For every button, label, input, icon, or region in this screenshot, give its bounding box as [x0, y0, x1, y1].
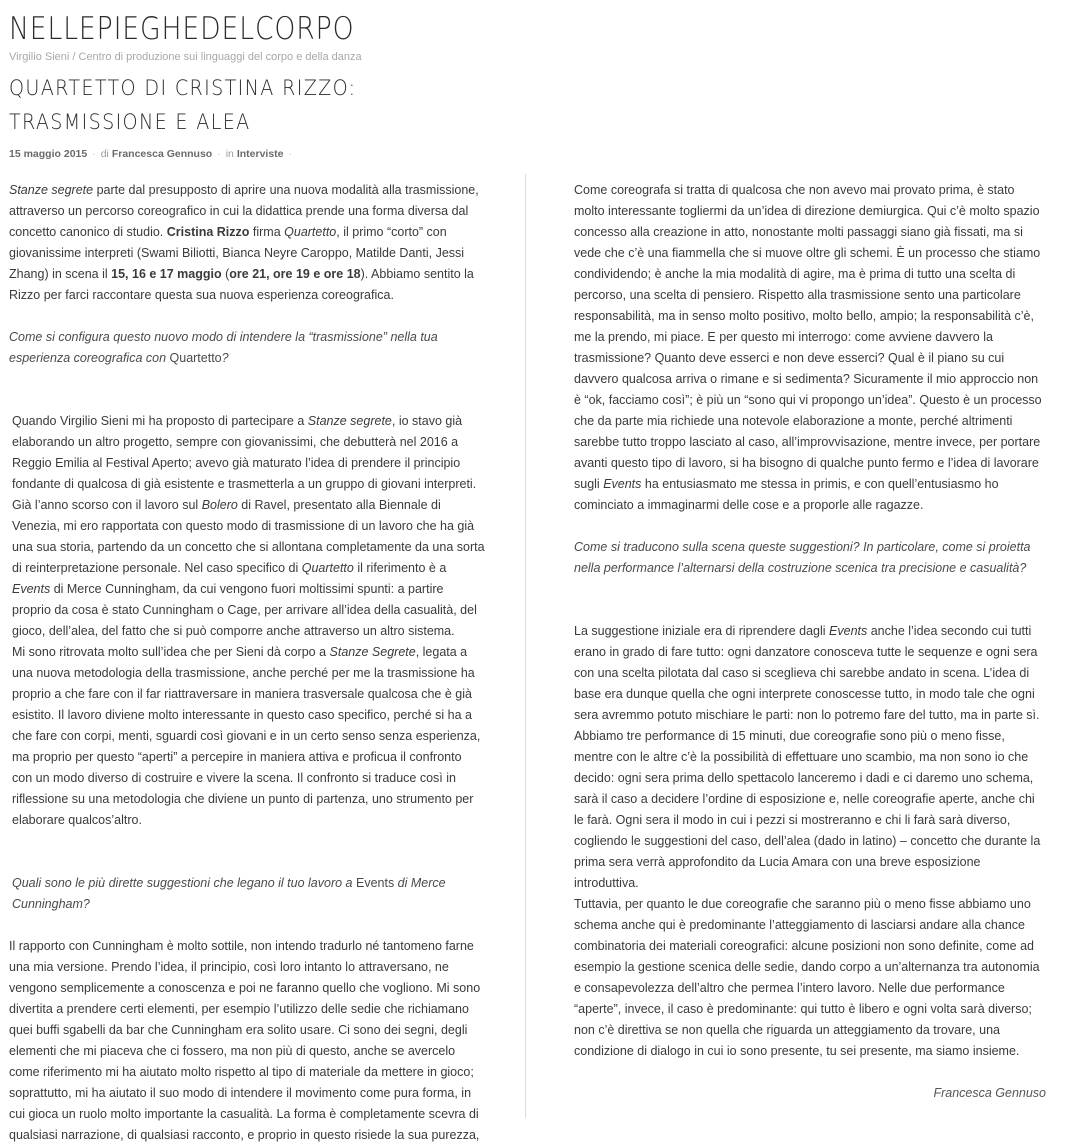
meta-in: in — [225, 148, 234, 160]
article-column-right — [574, 180, 1046, 1104]
post-title: QUARTETTO DI CRISTINA RIZZO: TRASMISSIONE E ALEA — [9, 76, 357, 135]
question-1: Come si configura questo nuovo modo di intendere la “trasmissione” nella tua esperienza coreografica con Quartetto? — [9, 330, 438, 365]
post-author[interactable]: Francesca Gennuso — [111, 148, 213, 160]
post-date[interactable]: 15 maggio 2015 — [9, 148, 88, 160]
post-category[interactable]: Interviste — [236, 148, 284, 160]
answer-3: La suggestione iniziale era di riprendere dagli Events anche l’idea secondo cui tutti erano in grado di fare tutto: ogni danzatore conosceva tutte le sequenze e ogni sera con una scelta pilotata dal caso si sceglieva chi sarebbe andato in scena. L’idea di base era dunque quella che ogni interprete conoscesse tutto, in modo tale che ogni sera avremmo potuto mischiare le parti: non lo potremo fare del tutto, ma in parte sì. Abbiamo tre performance di 15 minuti, due coreografie sono più o meno fisse, mentre con le altre c’è la possibilità di effettuare uno scambio, ma non sono io che decido: ogni sera prima dello spettacolo lanceremo i dadi e ci daremo uno schema, sarà il caso a decidere l’ordine di esposizione e, nelle coreografie aperte, anche chi le farà. Ogni sera il modo in cui i pezzi si mostreranno e chi li farà sarà diverso, cogliendo le suggestioni del caso, dell’alea (dado in latino) – concetto che durante la prima sera verrà approfondito da Lucia Amara con una breve esposizione introduttiva. — [574, 624, 1041, 890]
answer-2-continued: Come coreografa si tratta di qualcosa che non avevo mai provato prima, è stato molto interessante togliermi da un’idea di direzione demiurgica. Qui c’è molto spazio concesso alla creazione in atto, nonostante molti passaggi siano già fissati, ma si vede che c’è una fiammella che si muove oltre gli schemi. È un processo che stiamo condividendo; è anche la mia modalità di agire, ma è prima di tutto una scelta di percorso, una scelta di pensiero. Rispetto alla trasmissione sento una particolare responsabilità, ma in senso molto positivo, molto bello, ampio; la responsabilità c’è, me la prendo, mi piace. E per questo mi interrogo: come avviene davvero la trasmissione? Quanto deve esserci e non deve esserci? Qual è il piano su cui davvero qualcosa arriva o rimane e si sedimenta? Sicuramente il mio approccio non è “ok, facciamo così”; è più un “sono qui vi propongo un’idea”. Questo è un processo che da parte mia richiede una notevole elaborazione a monte, perché altrimenti sarebbe tutto troppo lasciato al caso, all’improvvisazione, mentre invece, per portare avanti questo tipo di lavoro, si ha bisogno di qualche punto fermo e l’idea di lavorare sugli Events ha entusiasmato me stessa in primis, e con quell’entusiasmo ho cominciato a immaginarmi delle cose e a proporle alle ragazze. — [574, 183, 1042, 512]
column-divider — [525, 174, 526, 1118]
site-description: Virgilio Sieni / Centro di produzione sui linguaggi del corpo e della danza — [9, 51, 362, 63]
answer-3-continued: Tuttavia, per quanto le due coreografie che saranno più o meno fisse abbiamo uno schema anche qui è predominante l’atteggiamento di lasciarsi andare alla chance combinatoria dei materiali coreografici: alcune posizioni non sono definite, come ad esempio la gestione scenica delle sedie, dando corpo a un’alternanza tra autonomia e consapevolezza dell’altro che permea l’intero lavoro. Nelle due performance “aperte”, invece, il caso è predominante: qui tutto è libero e ogni volta sarà diverso; non c’è direttiva se non quella che riguarda un atteggiamento da trovare, una condizione di dialogo in cui io sono presente, tu sei presente, ma siamo insieme. — [574, 897, 1040, 1058]
question-2: Quali sono le più dirette suggestioni che legano il tuo lavoro a Events di Merce Cunningham? — [12, 876, 446, 911]
signature: Francesca Gennuso — [933, 1086, 1046, 1100]
meta-by: di — [100, 148, 109, 160]
answer-1: Quando Virgilio Sieni mi ha proposto di partecipare a Stanze segrete, io stavo già elaborando un altro progetto, sempre con giovanissimi, che debutterà nel 2016 a Reggio Emilia al Festival Aperto; avevo già maturato l’idea di prendere il principio fondante di qualcosa di già esistente e trasmetterla a un gruppo di giovani interpreti. Già l’anno scorso con il lavoro sul Bolero di Ravel, presentato alla Biennale di Venezia, mi ero rapportata con questo modo di trasmissione di un lavoro che ha già una sua storia, partendo da un concetto che si allontana completamente da una sorta di reinterpretazione personale. Nel caso specifico di Quartetto il riferimento è a Events di Merce Cunningham, da cui vengono fuori moltissimi spunti: a partire proprio da cosa è stato Cunningham o Cage, per arrivare all’idea della casualità, del gioco, dell’alea, del fatto che si può comporre anche attraverso un altro sistema. — [12, 414, 485, 638]
answer-1-continued: Mi sono ritrovata molto sull’idea che per Sieni dà corpo a Stanze Segrete, legata a una nuova metodologia della trasmissione, anche perché per me la trasmissione ha proprio a che fare con il far riattraversare in maniera trasversale qualcosa che è già esistito. Il lavoro diviene molto interessante in questo caso specifico, perché si ha a che fare con corpi, menti, sguardi così giovani e in un certo senso senza esperienza, ma proprio per questo “aperti” a percepire in maniera attiva e proficua il confronto con un modo diverso di costruire e vivere la scena. Il confronto si traduce così in riflessione su una metodologia che diviene un punto di partenza, uno strumento per elaborare qualcos’altro. — [12, 645, 481, 827]
answer-2: Il rapporto con Cunningham è molto sottile, non intendo tradurlo né tantomeno farne una mia versione. Prendo l’idea, il principio, così loro intanto lo attraversano, ne vengono semplicemente a conoscenza e poi ne faranno quello che vogliono. Mi sono divertita a prendere certi elementi, per esempio l’utilizzo delle sedie che richiamano quei buffi sgabelli da bar che Cunningham era solito usare. Ci sono dei segni, degli elementi che mi piaceva che ci fossero, ma non più di questo, anche se avercelo come riferimento mi ha aiutato molto rispetto al tipo di materiale da mettere in gioco; soprattutto, mi ha aiutato il suo modo di intendere il movimento come pura forma, in cui gioca un ruolo molto importante la casualità. La forma è completamente scevra di qualsiasi narrazione, di qualsiasi racconto, e proprio in questo risiede la sua purezza, — [9, 939, 481, 1142]
article-column-left — [9, 180, 485, 1146]
post-meta: 15 maggio 2015 · di Francesca Gennuso · in Interviste · — [9, 148, 292, 160]
intro-paragraph: Stanze segrete parte dal presupposto di aprire una nuova modalità alla trasmissione, attraverso un percorso coreografico in cui la didattica prende una forma diversa dal concetto canonico di studio. Cristina Rizzo firma Quartetto, il primo “corto” con giovanissime interpreti (Swami Biliotti, Bianca Neyre Caroppo, Matilde Danti, Jessi Zhang) in scena il 15, 16 e 17 maggio (ore 21, ore 19 e ore 18). Abbiamo sentito la Rizzo per farci raccontare questa sua nuova esperienza coreografica. — [9, 183, 479, 302]
site-title[interactable]: NELLEPIEGHEDELCORPO — [9, 11, 355, 47]
question-3: Come si traducono sulla scena queste suggestioni? In particolare, come si proietta nella performance l’alternarsi della costruzione scenica tra precisione e casualità? — [574, 540, 1031, 575]
